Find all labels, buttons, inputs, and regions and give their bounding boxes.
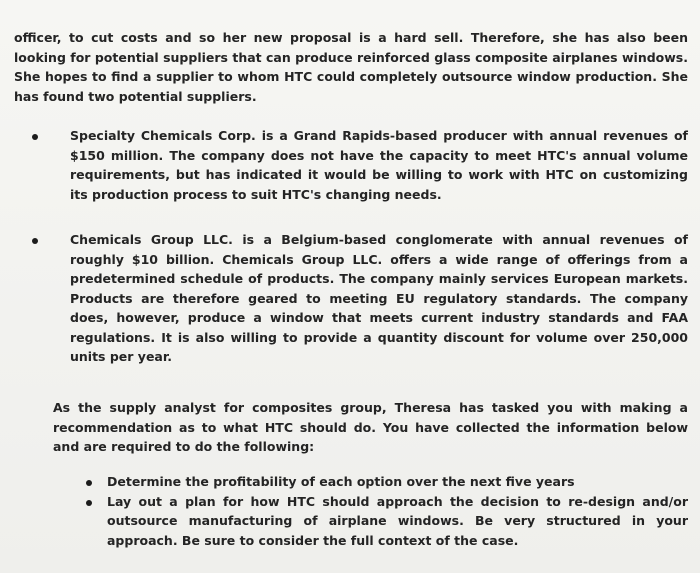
list-item-plan	[107, 492, 688, 551]
list-item-text: Determine the profitability of each option over the next five years	[107, 474, 575, 489]
list-item-text: Chemicals Group LLC. is a Belgium-based conglomerate with annual revenues of roughly $10 billion. Chemicals Group LLC. offers a wide range of offerings from a predetermined schedule of products. The company mainly services European markets. Products are therefore geared to meeting EU regulatory standards. The company does, however, produce a window that meets current industry standards and FAA regulations. It is also willing to provide a quantity discount for volume over 250,000 units per year.	[70, 232, 688, 364]
list-item-specialty-chemicals	[70, 126, 688, 204]
list-item-text: Specialty Chemicals Corp. is a Grand Rapids-based producer with annual revenues of $150 million. The company does not have the capacity to meet HTC's annual volume requirements, but has indicated it would be willing to work with HTC on customizing its production process to suit HTC's changing needs.	[70, 128, 688, 202]
task-list	[107, 472, 688, 550]
intro-paragraph: officer, to cut costs and so her new proposal is a hard sell. Therefore, she has also been looking for potential suppliers that can produce reinforced glass composite airplanes windows. She hopes to find a supplier to whom HTC could completely outsource window production. She has found two potential suppliers.	[14, 30, 688, 104]
bullet-icon	[32, 238, 38, 244]
supplier-list	[70, 126, 688, 367]
list-item-text: Lay out a plan for how HTC should approach the decision to re-design and/or outsource manufacturing of airplane windows. Be very structured in your approach. Be sure to consider the full context of the case.	[107, 493, 688, 548]
bullet-icon	[86, 480, 92, 486]
task-paragraph: As the supply analyst for composites group, Theresa has tasked you with making a recommendation as to what HTC should do. You have collected the information below and are required to do the following:	[53, 400, 688, 454]
bullet-icon	[86, 500, 92, 506]
bullet-icon	[32, 134, 38, 140]
list-item-chemicals-group	[70, 230, 688, 367]
list-item-profitability	[107, 472, 688, 492]
